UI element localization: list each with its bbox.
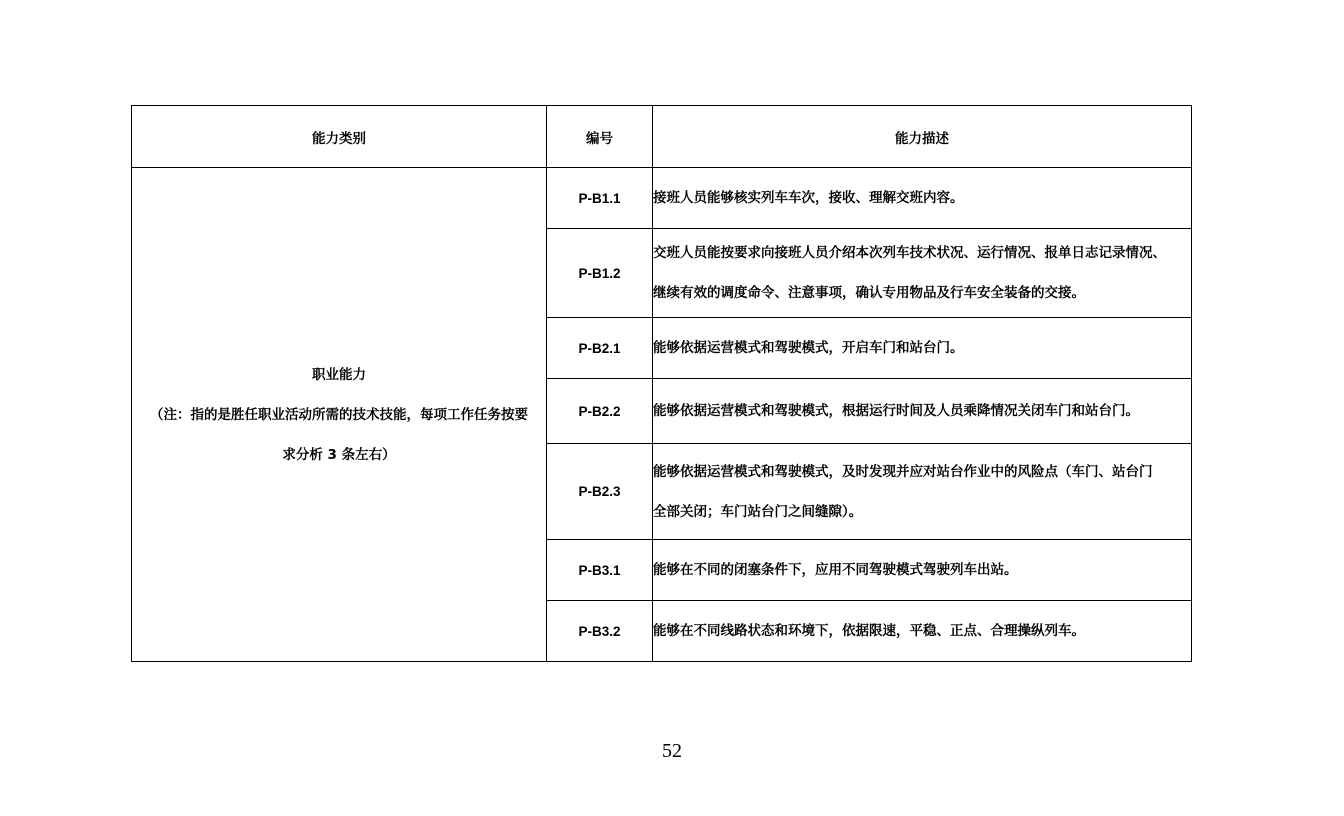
table-row (132, 168, 1192, 229)
row-description-line: 全部关闭；车门站台门之间缝隙）。 (653, 503, 863, 520)
row-description (653, 444, 1192, 540)
row-code: P-B2.3 (547, 444, 653, 540)
category-title: 职业能力 (312, 366, 366, 383)
row-description (653, 318, 1192, 379)
row-code: P-B1.1 (547, 168, 653, 229)
row-description-line: 接班人员能够核实列车车次，接收、理解交班内容。 (653, 190, 964, 206)
row-description-line: 继续有效的调度命令、注意事项，确认专用物品及行车安全装备的交接。 (653, 285, 1085, 301)
row-description-line: 能够在不同线路状态和环境下，依据限速，平稳、正点、合理操纵列车。 (653, 623, 1085, 639)
row-description-line: 交班人员能按要求向接班人员介绍本次列车技术状况、运行情况、报单日志记录情况、 (653, 245, 1166, 261)
ability-table (131, 105, 1192, 662)
page-number: 52 (662, 740, 682, 762)
row-code: P-B2.1 (547, 318, 653, 379)
category-cell (132, 168, 547, 662)
row-description (653, 379, 1192, 444)
header-category: 能力类别 (132, 106, 547, 168)
row-description (653, 229, 1192, 318)
row-code: P-B1.2 (547, 229, 653, 318)
category-note-line-2: 求分析 3 条左右） (282, 446, 396, 463)
row-description-line: 能够在不同的闭塞条件下，应用不同驾驶模式驾驶列车出站。 (653, 562, 1018, 578)
row-description-line: 能够依据运营模式和驾驶模式，根据运行时间及人员乘降情况关闭车门和站台门。 (653, 403, 1139, 419)
row-description (653, 168, 1192, 229)
row-code: P-B2.2 (547, 379, 653, 444)
row-code: P-B3.1 (547, 540, 653, 601)
row-description-line: 能够依据运营模式和驾驶模式，及时发现并应对站台作业中的风险点（车门、站台门 (653, 463, 1153, 480)
category-note-line-1: （注：指的是胜任职业活动所需的技术技能，每项工作任务按要 (150, 406, 528, 423)
header-code: 编号 (547, 106, 653, 168)
row-description (653, 540, 1192, 601)
row-description-line: 能够依据运营模式和驾驶模式，开启车门和站台门。 (653, 340, 964, 356)
row-description (653, 601, 1192, 662)
row-code: P-B3.2 (547, 601, 653, 662)
table-header-row (132, 106, 1192, 168)
header-description: 能力描述 (653, 106, 1192, 168)
